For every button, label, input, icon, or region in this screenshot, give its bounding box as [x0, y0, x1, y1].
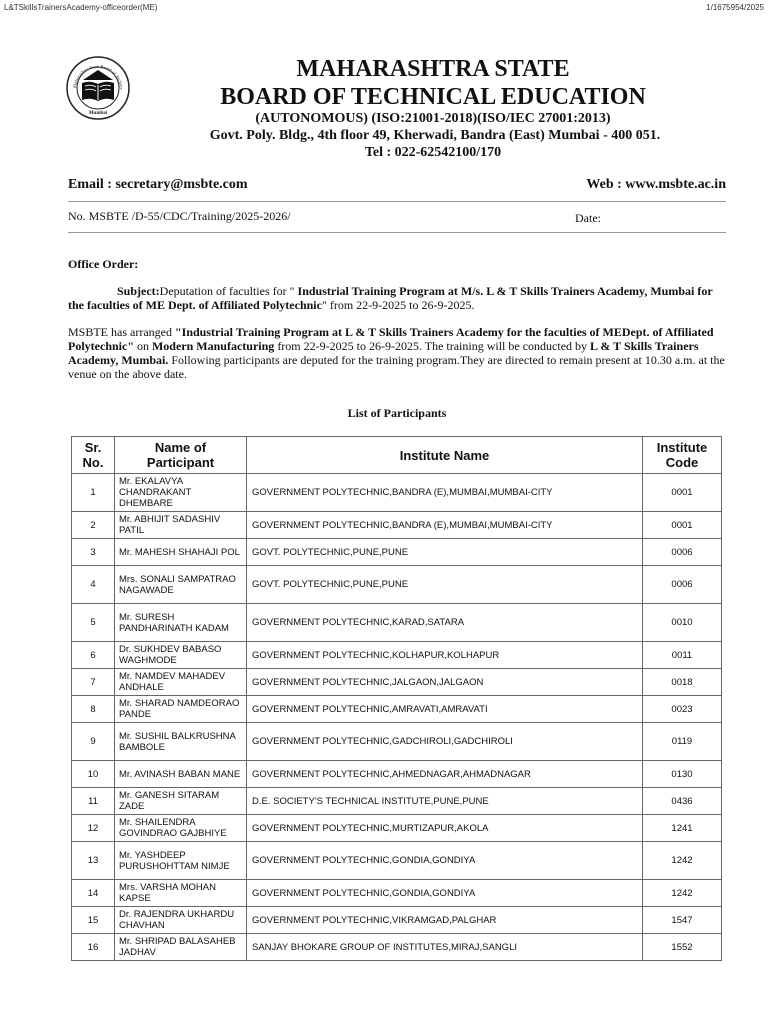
table-row — [72, 512, 722, 539]
seal-bottom-text: Mumbai — [88, 111, 108, 116]
cell-name: Mrs. SONALI SAMPATRAO NAGAWADE — [115, 566, 247, 604]
cell-name: Mr. AVINASH BABAN MANE — [115, 761, 247, 788]
body-paragraph — [68, 325, 726, 381]
cell-institute: GOVERNMENT POLYTECHNIC,GADCHIROLI,GADCHIROLI — [247, 723, 643, 761]
table-row — [72, 880, 722, 907]
cell-institute: GOVERNMENT POLYTECHNIC,VIKRAMGAD,PALGHAR — [247, 907, 643, 934]
cell-name: Mr. GANESH SITARAM ZADE — [115, 788, 247, 815]
table-row — [72, 474, 722, 512]
header-code: Institute Code — [643, 437, 722, 474]
cell-institute: GOVERNMENT POLYTECHNIC,JALGAON,JALGAON — [247, 669, 643, 696]
document-title: L&TSkillsTrainersAcademy-officeorder(ME) — [4, 3, 158, 12]
cell-code: 1242 — [643, 842, 722, 880]
letterhead-address: Govt. Poly. Bldg., 4th floor 49, Kherwadi, Bandra (East) Mumbai - 400 051. — [209, 128, 661, 143]
table-row — [72, 539, 722, 566]
contact-email: Email : secretary@msbte.com — [68, 177, 248, 192]
cell-institute: GOVERNMENT POLYTECHNIC,BANDRA (E),MUMBAI,MUMBAI-CITY — [247, 474, 643, 512]
cell-sr: 1 — [72, 474, 115, 512]
cell-sr: 12 — [72, 815, 115, 842]
browser-header — [0, 0, 768, 16]
cell-code: 0006 — [643, 566, 722, 604]
cell-name: Mr. NAMDEV MAHADEV ANDHALE — [115, 669, 247, 696]
cell-code: 0018 — [643, 669, 722, 696]
body-text-b: "Industrial Training Program at L & T Skills Trainers Academy for the faculties of MEDept. of Affiliated Polytechnic" — [68, 325, 714, 353]
cell-code: 0130 — [643, 761, 722, 788]
table-row — [72, 604, 722, 642]
table-row — [72, 788, 722, 815]
cell-name: Mr. SHARAD NAMDEORAO PANDE — [115, 696, 247, 723]
cell-sr: 16 — [72, 934, 115, 961]
cell-sr: 7 — [72, 669, 115, 696]
body-text-f: L & T Skills Trainers Academy, Mumbai. — [68, 339, 699, 367]
cell-sr: 4 — [72, 566, 115, 604]
cell-institute: SANJAY BHOKARE GROUP OF INSTITUTES,MIRAJ,SANGLI — [247, 934, 643, 961]
table-row — [72, 669, 722, 696]
cell-institute: GOVT. POLYTECHNIC,PUNE,PUNE — [247, 539, 643, 566]
body-text-a: MSBTE has arranged — [68, 325, 175, 339]
table-row — [72, 723, 722, 761]
cell-sr: 3 — [72, 539, 115, 566]
cell-sr: 6 — [72, 642, 115, 669]
date-label: Date: — [575, 211, 601, 225]
header-sr: Sr. No. — [72, 437, 115, 474]
cell-code: 0010 — [643, 604, 722, 642]
table-row — [72, 566, 722, 604]
table-header-row — [72, 437, 722, 474]
cell-institute: GOVERNMENT POLYTECHNIC,GONDIA,GONDIYA — [247, 880, 643, 907]
cell-sr: 15 — [72, 907, 115, 934]
body-text-c: on — [133, 339, 152, 353]
cell-sr: 10 — [72, 761, 115, 788]
cell-institute: GOVERNMENT POLYTECHNIC,KARAD,SATARA — [247, 604, 643, 642]
cell-code: 0001 — [643, 474, 722, 512]
cell-institute: GOVERNMENT POLYTECHNIC,BANDRA (E),MUMBAI,MUMBAI-CITY — [247, 512, 643, 539]
subject-paragraph — [68, 284, 726, 312]
participants-table — [71, 436, 722, 961]
seal-ring-text: Maharashtra State Board of Technic — [72, 63, 125, 90]
cell-name: Mr. EKALAVYA CHANDRAKANT DHEMBARE — [115, 474, 247, 512]
cell-code: 0011 — [643, 642, 722, 669]
cell-institute: GOVERNMENT POLYTECHNIC,AMRAVATI,AMRAVATI — [247, 696, 643, 723]
letterhead-accreditation: (AUTONOMOUS) (ISO:21001-2018)(ISO/IEC 27001:2013) — [255, 111, 611, 126]
subject-label: Subject: — [117, 284, 160, 298]
cell-code: 0119 — [643, 723, 722, 761]
cell-sr: 13 — [72, 842, 115, 880]
letterhead-line-1: MAHARASHTRA STATE — [296, 56, 570, 82]
table-row — [72, 934, 722, 961]
table-row — [72, 907, 722, 934]
cell-sr: 8 — [72, 696, 115, 723]
cell-institute: GOVT. POLYTECHNIC,PUNE,PUNE — [247, 566, 643, 604]
cell-name: Mrs. VARSHA MOHAN KAPSE — [115, 880, 247, 907]
table-row — [72, 696, 722, 723]
subject-text-c: " from 22-9-2025 to 26-9-2025. — [321, 298, 475, 312]
divider-top — [68, 201, 726, 202]
cell-code: 1547 — [643, 907, 722, 934]
cell-sr: 2 — [72, 512, 115, 539]
cell-name: Dr. SUKHDEV BABASO WAGHMODE — [115, 642, 247, 669]
subject-text-b: Industrial Training Program at M/s. L & T Skills Trainers Academy, Mumbai for the faculties of ME Dept. of Affiliated Polytechnic — [68, 284, 713, 312]
letterhead-line-2: BOARD OF TECHNICAL EDUCATION — [220, 84, 646, 110]
cell-name: Mr. SHAILENDRA GOVINDRAO GAJBHIYE — [115, 815, 247, 842]
cell-code: 1552 — [643, 934, 722, 961]
cell-institute: D.E. SOCIETY'S TECHNICAL INSTITUTE,PUNE,PUNE — [247, 788, 643, 815]
cell-name: Dr. RAJENDRA UKHARDU CHAVHAN — [115, 907, 247, 934]
document-ref: 1/1675954/2025 — [706, 3, 764, 12]
table-row — [72, 842, 722, 880]
cell-code: 0436 — [643, 788, 722, 815]
cell-code: 0001 — [643, 512, 722, 539]
divider-bottom — [68, 232, 726, 233]
cell-name: Mr. SHRIPAD BALASAHEB JADHAV — [115, 934, 247, 961]
cell-institute: GOVERNMENT POLYTECHNIC,MURTIZAPUR,AKOLA — [247, 815, 643, 842]
header-name: Name of Participant — [115, 437, 247, 474]
body-text-e: from 22-9-2025 to 26-9-2025. The training will be conducted by — [274, 339, 591, 353]
cell-institute: GOVERNMENT POLYTECHNIC,AHMEDNAGAR,AHMADNAGAR — [247, 761, 643, 788]
letterhead-tel: Tel : 022-62542100/170 — [364, 145, 502, 160]
cell-sr: 5 — [72, 604, 115, 642]
cell-sr: 11 — [72, 788, 115, 815]
cell-institute: GOVERNMENT POLYTECHNIC,GONDIA,GONDIYA — [247, 842, 643, 880]
cell-code: 0006 — [643, 539, 722, 566]
contact-web: Web : www.msbte.ac.in — [586, 177, 726, 192]
cell-name: Mr. SURESH PANDHARINATH KADAM — [115, 604, 247, 642]
cell-code: 1242 — [643, 880, 722, 907]
cell-name: Mr. YASHDEEP PURUSHOHTTAM NIMJE — [115, 842, 247, 880]
cell-code: 0023 — [643, 696, 722, 723]
office-order-heading: Office Order: — [68, 257, 139, 271]
table-row — [72, 642, 722, 669]
header-institute: Institute Name — [247, 437, 643, 474]
subject-text-a: Deputation of faculties for " — [159, 284, 298, 298]
participants-title: List of Participants — [347, 406, 447, 420]
cell-sr: 9 — [72, 723, 115, 761]
msbte-seal-logo — [66, 56, 130, 120]
table-row — [72, 815, 722, 842]
body-text-g: Following participants are deputed for the training program.They are directed to remain present at 10.30 a.m. at the venue on the above date. — [68, 353, 725, 381]
table-row — [72, 761, 722, 788]
cell-sr: 14 — [72, 880, 115, 907]
cell-name: Mr. SUSHIL BALKRUSHNA BAMBOLE — [115, 723, 247, 761]
cell-name: Mr. MAHESH SHAHAJI POL — [115, 539, 247, 566]
body-text-d: Modern Manufacturing — [151, 339, 275, 353]
cell-institute: GOVERNMENT POLYTECHNIC,KOLHAPUR,KOLHAPUR — [247, 642, 643, 669]
reference-number: No. MSBTE /D-55/CDC/Training/2025-2026/ — [68, 209, 291, 223]
cell-name: Mr. ABHIJIT SADASHIV PATIL — [115, 512, 247, 539]
cell-code: 1241 — [643, 815, 722, 842]
